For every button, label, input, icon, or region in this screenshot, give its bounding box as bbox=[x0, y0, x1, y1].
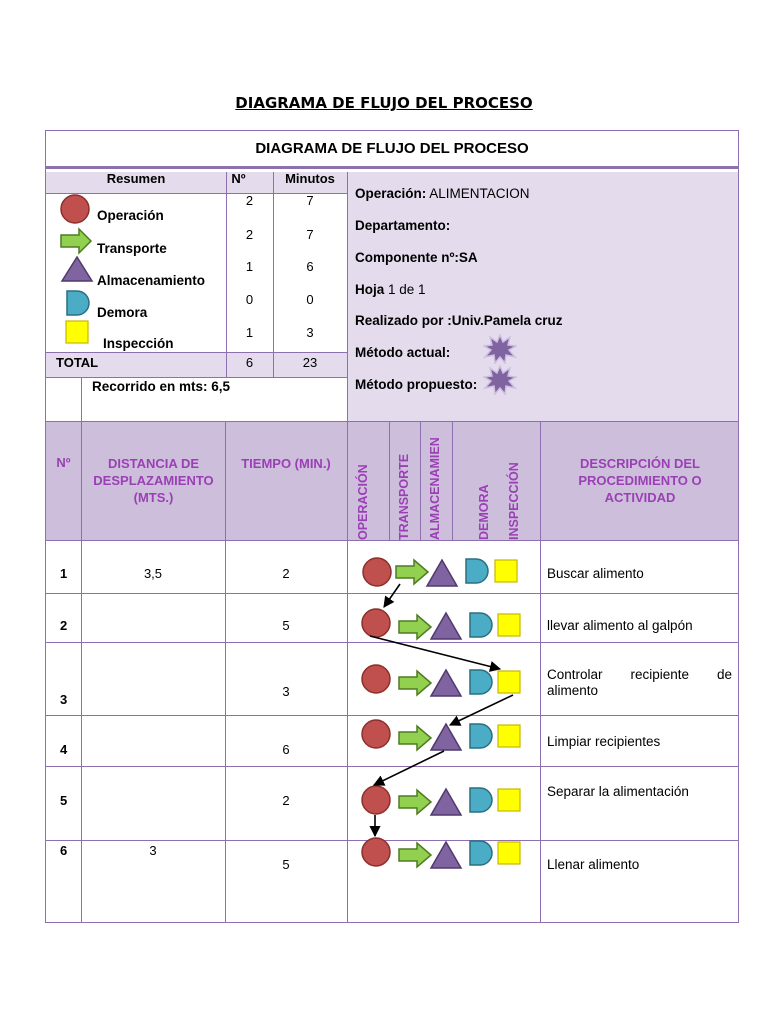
row-5-tiempo: 2 bbox=[282, 793, 290, 808]
row-3-tiempo: 3 bbox=[282, 684, 290, 699]
process-flow-diagram bbox=[348, 541, 540, 922]
row-1-descripcion: Buscar alimento bbox=[547, 566, 644, 581]
row-6-tiempo: 5 bbox=[282, 857, 290, 872]
flow-arrow-3 bbox=[450, 695, 513, 725]
col-header-distancia: DISTANCIA DE DESPLAZAMIENTO (MTS.) bbox=[93, 456, 214, 505]
row-2-tiempo: 5 bbox=[282, 618, 290, 633]
col-header-inspeccion: INSPECCIÓN bbox=[507, 462, 521, 540]
col-header-almacenamiento: ALMACENAMIEN bbox=[428, 437, 442, 540]
info-componente: Componente nº:SA bbox=[355, 250, 478, 265]
col-header-operacion: OPERACIÓN bbox=[356, 464, 370, 540]
row-1-tiempo: 2 bbox=[282, 566, 290, 581]
summary-n-almacenamiento: 1 bbox=[245, 259, 254, 274]
summary-min-operacion: 7 bbox=[306, 193, 314, 208]
total-label: TOTAL bbox=[56, 355, 99, 370]
info-operacion: Operación: ALIMENTACION bbox=[355, 186, 530, 201]
summary-header-n: Nº bbox=[231, 171, 246, 186]
row-2-symbols bbox=[362, 609, 520, 639]
summary-min-inspeccion: 3 bbox=[306, 325, 314, 340]
row-4-descripcion: Limpiar recipientes bbox=[547, 734, 661, 749]
triangle-icon bbox=[62, 257, 92, 281]
total-min: 23 bbox=[302, 355, 318, 370]
row-6-distancia: 3 bbox=[149, 843, 157, 858]
col-header-transporte: TRANSPORTE bbox=[397, 453, 411, 540]
circle-icon bbox=[61, 195, 89, 223]
table-title: DIAGRAMA DE FLUJO DEL PROCESO bbox=[46, 131, 738, 169]
row-6-descripcion: Llenar alimento bbox=[547, 857, 640, 872]
row-6-n: 6 bbox=[60, 843, 68, 858]
info-metodo-propuesto: Método propuesto: bbox=[355, 377, 478, 392]
row-5-descripcion: Separar la alimentación bbox=[547, 784, 689, 799]
info-realizado: Realizado por :Univ.Pamela cruz bbox=[355, 313, 563, 328]
summary-icons bbox=[55, 193, 95, 353]
col-header-tiempo: TIEMPO (MIN.) bbox=[241, 456, 331, 471]
starburst-icon bbox=[483, 365, 517, 395]
col-header-n: Nº bbox=[56, 455, 71, 470]
row-5-n: 5 bbox=[60, 793, 68, 808]
summary-min-transporte: 7 bbox=[306, 227, 314, 242]
info-hoja: Hoja 1 de 1 bbox=[355, 282, 426, 297]
summary-n-operacion: 2 bbox=[245, 193, 254, 208]
row-3-descripcion: Controlar recipiente de alimento bbox=[547, 667, 732, 698]
page-title: DIAGRAMA DE FLUJO DEL PROCESO bbox=[235, 94, 533, 112]
flow-arrow-4 bbox=[374, 751, 444, 785]
summary-label-inspeccion: Inspección bbox=[103, 336, 174, 351]
summary-label-transporte: Transporte bbox=[97, 241, 167, 256]
row-1-distancia: 3,5 bbox=[143, 566, 163, 581]
col-header-demora: DEMORA bbox=[477, 484, 491, 540]
summary-label-demora: Demora bbox=[97, 305, 148, 320]
info-metodo-actual: Método actual: bbox=[355, 345, 451, 360]
row-3-n: 3 bbox=[60, 692, 68, 707]
row-1-n: 1 bbox=[60, 566, 68, 581]
summary-n-demora: 0 bbox=[245, 292, 254, 307]
row-2-n: 2 bbox=[60, 618, 68, 633]
recorrido-text: Recorrido en mts: 6,5 bbox=[92, 379, 231, 394]
col-header-descripcion: DESCRIPCIÓN DEL PROCEDIMIENTO O ACTIVIDAD bbox=[578, 456, 702, 505]
row-2-descripcion: llevar alimento al galpón bbox=[547, 618, 693, 633]
total-n: 6 bbox=[245, 355, 254, 370]
summary-min-demora: 0 bbox=[306, 292, 314, 307]
summary-n-inspeccion: 1 bbox=[245, 325, 254, 340]
row-4-n: 4 bbox=[60, 742, 68, 757]
row-5-symbols bbox=[362, 786, 520, 815]
row-6-symbols bbox=[362, 838, 520, 868]
info-departamento: Departamento: bbox=[355, 218, 451, 233]
starburst-icon bbox=[483, 334, 517, 364]
row-1-symbols bbox=[363, 558, 517, 586]
square-icon bbox=[66, 321, 88, 343]
summary-label-almacenamiento: Almacenamiento bbox=[97, 273, 206, 288]
summary-header-resumen: Resumen bbox=[106, 171, 166, 186]
row-4-symbols bbox=[362, 720, 520, 750]
arrow-right-icon bbox=[61, 229, 91, 253]
row-3-symbols bbox=[362, 665, 520, 696]
summary-label-operacion: Operación bbox=[97, 208, 164, 223]
d-shape-icon bbox=[67, 291, 89, 315]
summary-min-almacenamiento: 6 bbox=[306, 259, 314, 274]
flow-arrow-2 bbox=[370, 636, 500, 669]
summary-header-minutos: Minutos bbox=[285, 171, 335, 186]
flow-arrow-1 bbox=[384, 584, 400, 607]
row-4-tiempo: 6 bbox=[282, 742, 290, 757]
summary-n-transporte: 2 bbox=[245, 227, 254, 242]
